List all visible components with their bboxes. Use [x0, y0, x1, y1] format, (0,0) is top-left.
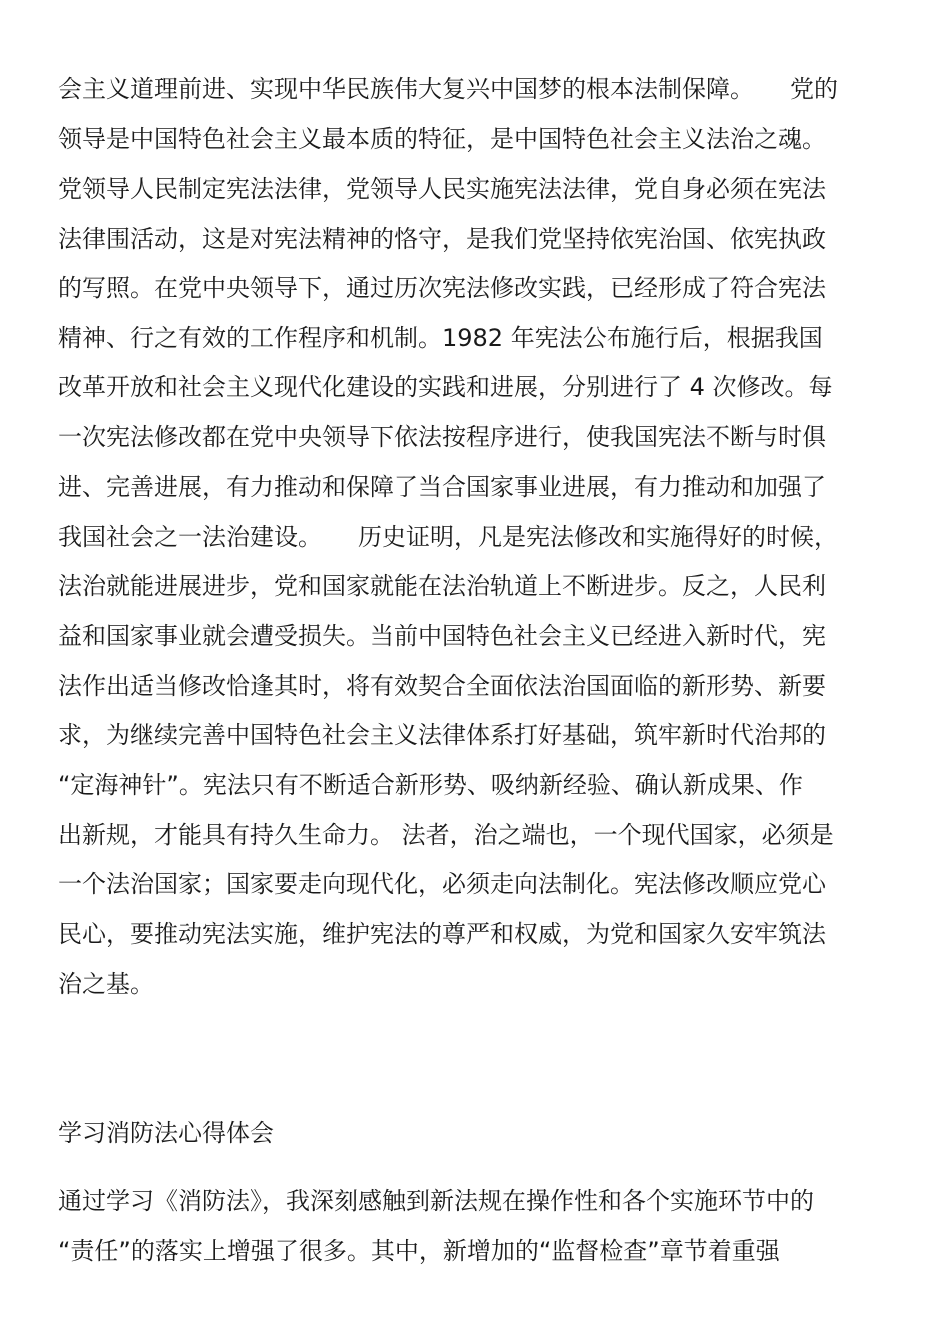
text-line: 法作出适当修改恰逢其时，将有效契合全面依法治国面临的新形势、新要 [58, 672, 826, 700]
text-line: 的写照。在党中央领导下，通过历次宪法修改实践，已经形成了符合宪法 [58, 274, 826, 302]
text-line: 精神、行之有效的工作程序和机制。1982 年宪法公布施行后，根据我国 [58, 324, 823, 352]
text-line: 会主义道理前进、实现中华民族伟大复兴中国梦的根本法制保障。 党的 [58, 75, 838, 103]
text-line: 民心，要推动宪法实施，维护宪法的尊严和权威，为党和国家久安牢筑法 [58, 920, 826, 948]
text-line: 益和国家事业就会遭受损失。当前中国特色社会主义已经进入新时代，宪 [58, 622, 826, 650]
text-line: 法律围活动，这是对宪法精神的恪守，是我们党坚持依宪治国、依宪执政 [58, 225, 826, 253]
text-line: 党领导人民制定宪法法律，党领导人民实施宪法法律，党自身必须在宪法 [58, 175, 826, 203]
text-line: 领导是中国特色社会主义最本质的特征，是中国特色社会主义法治之魂。 [58, 125, 826, 153]
text-line: “责任”的落实上增强了很多。其中，新增加的“监督检查”章节着重强 [58, 1237, 780, 1265]
text-line: 一个法治国家；国家要走向现代化，必须走向法制化。宪法修改顺应党心 [58, 870, 826, 898]
text-line: 一次宪法修改都在党中央领导下依法按程序进行，使我国宪法不断与时俱 [58, 423, 826, 451]
text-line: 进、完善进展，有力推动和保障了当合国家事业进展，有力推动和加强了 [58, 473, 826, 501]
text-line: 通过学习《消防法》，我深刻感触到新法规在操作性和各个实施环节中的 [58, 1187, 814, 1215]
section-title: 学习消防法心得体会 [58, 1119, 274, 1147]
text-line: 改革开放和社会主义现代化建设的实践和进展，分别进行了 4 次修改。每 [58, 373, 833, 401]
text-line: 出新规，才能具有持久生命力。 法者，治之端也，一个现代国家，必须是 [58, 821, 834, 849]
text-line: 法治就能进展进步，党和国家就能在法治轨道上不断进步。反之，人民利 [58, 572, 826, 600]
text-line: 求，为继续完善中国特色社会主义法律体系打好基础，筑牢新时代治邦的 [58, 721, 826, 749]
text-line: 我国社会之一法治建设。 历史证明，凡是宪法修改和实施得好的时候， [58, 523, 838, 551]
text-line: 治之基。 [58, 970, 154, 998]
text-line: “定海神针”。宪法只有不断适合新形势、吸纳新经验、确认新成果、作 [58, 771, 803, 799]
